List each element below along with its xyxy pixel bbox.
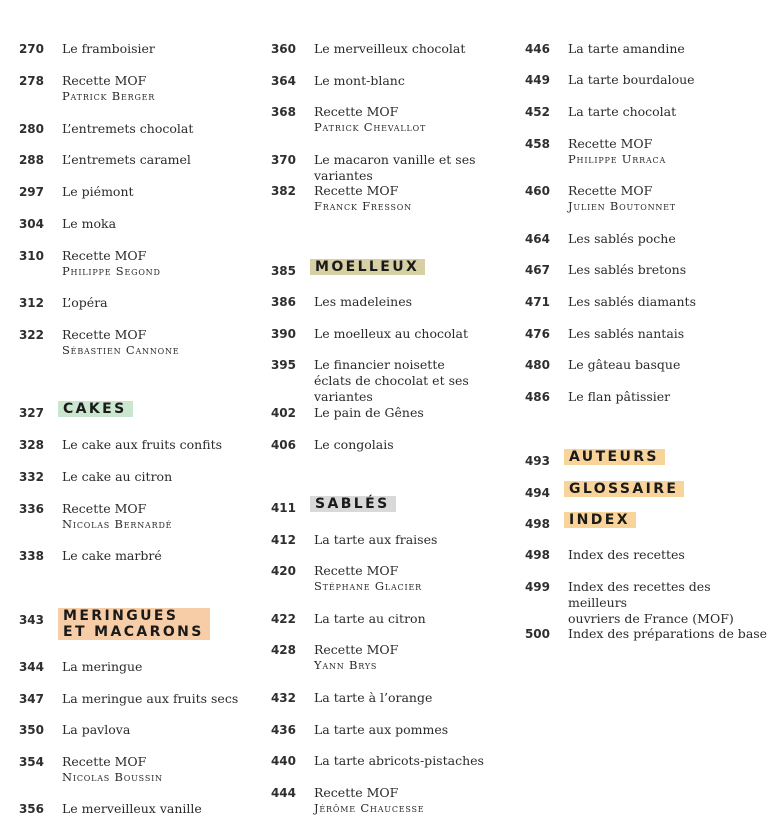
page-number: 278	[18, 74, 44, 88]
page-number: 467	[524, 263, 550, 277]
entry-title: Index des recettes	[568, 547, 685, 562]
page-number: 360	[270, 42, 296, 56]
entry-title: Le moka	[62, 216, 117, 231]
entry-title: La tarte bourdaloue	[568, 72, 695, 87]
page-number: 436	[270, 723, 296, 737]
entry-author: Stéphane Glacier	[314, 579, 422, 593]
page-number: 382	[270, 184, 296, 198]
entry-title: Les sablés poche	[568, 231, 676, 246]
page-number: 486	[524, 390, 550, 404]
entry-subtitle: ouvriers de France (MOF)	[568, 611, 734, 626]
page-number: 280	[18, 122, 44, 136]
entry-title: Recette MOF	[314, 183, 399, 198]
entry-title: La tarte au citron	[314, 611, 426, 626]
page-number: 471	[524, 295, 550, 309]
page-number: 344	[18, 660, 44, 674]
entry-title: Recette MOF	[62, 248, 147, 263]
page-number: 422	[270, 612, 296, 626]
entry-title: L’entremets chocolat	[62, 121, 194, 136]
entry-title: La meringue aux fruits secs	[62, 691, 239, 706]
page-number: 402	[270, 406, 296, 420]
entry-title: La tarte amandine	[568, 41, 685, 56]
section-label: SABLÉS	[310, 496, 396, 512]
page-number: 368	[270, 105, 296, 119]
section-label: INDEX	[564, 512, 636, 528]
entry-title: Index des préparations de base	[568, 626, 768, 641]
page-number: 354	[18, 755, 44, 769]
entry-title: Les sablés bretons	[568, 262, 687, 277]
entry-title: Les sablés nantais	[568, 326, 685, 341]
page-number: 499	[524, 580, 550, 594]
page-number: 343	[18, 613, 44, 627]
page-number: 327	[18, 406, 44, 420]
entry-title: La meringue	[62, 659, 143, 674]
entry-title: Le cake aux fruits confits	[62, 437, 223, 452]
entry-author: Nicolas Bernardé	[62, 517, 173, 531]
entry-title: La tarte à l’orange	[314, 690, 433, 705]
entry-title: Recette MOF	[62, 73, 147, 88]
page-number: 406	[270, 438, 296, 452]
entry-title: La tarte abricots-pistaches	[314, 753, 484, 768]
entry-title: Le flan pâtissier	[568, 389, 671, 404]
entry-title: La tarte chocolat	[568, 104, 677, 119]
entry-title: L’entremets caramel	[62, 152, 191, 167]
entry-title: Recette MOF	[314, 642, 399, 657]
entry-title: Le cake au citron	[62, 469, 173, 484]
page-number: 500	[524, 627, 550, 641]
page-number: 464	[524, 232, 550, 246]
entry-title: Le framboisier	[62, 41, 155, 56]
entry-title: Les madeleines	[314, 294, 413, 309]
entry-title: Les sablés diamants	[568, 294, 696, 309]
page-number: 458	[524, 137, 550, 151]
page-number: 356	[18, 802, 44, 816]
page-number: 385	[270, 264, 296, 278]
entry-author: Julien Boutonnet	[568, 199, 676, 213]
entry-title: Index des recettes des meilleurs	[568, 579, 711, 610]
page-number: 390	[270, 327, 296, 341]
page-number: 332	[18, 470, 44, 484]
page-number: 347	[18, 692, 44, 706]
entry-title: La pavlova	[62, 722, 131, 737]
section-label: MERINGUES ET MACARONS	[58, 608, 210, 640]
page-number: 270	[18, 42, 44, 56]
page-number: 476	[524, 327, 550, 341]
entry-title: La tarte aux pommes	[314, 722, 449, 737]
entry-author: Franck Fresson	[314, 199, 412, 213]
section-label: GLOSSAIRE	[564, 481, 684, 497]
section-label: MOELLEUX	[310, 259, 425, 275]
entry-title: Le moelleux au chocolat	[314, 326, 468, 341]
entry-author: Patrick Chevallot	[314, 120, 427, 134]
page-number: 350	[18, 723, 44, 737]
entry-title: Le gâteau basque	[568, 357, 681, 372]
page-number: 494	[524, 486, 550, 500]
page-number: 493	[524, 454, 550, 468]
page-number: 328	[18, 438, 44, 452]
page-number: 386	[270, 295, 296, 309]
page-number: 498	[524, 517, 550, 531]
entry-title: Le pain de Gênes	[314, 405, 424, 420]
entry-author: Yann Brys	[314, 658, 378, 672]
entry-title: Recette MOF	[568, 183, 653, 198]
entry-title: Recette MOF	[62, 501, 147, 516]
page-number: 446	[524, 42, 550, 56]
page-number: 304	[18, 217, 44, 231]
entry-title: Le macaron vanille et ses variantes	[314, 152, 476, 183]
page-number: 480	[524, 358, 550, 372]
page-number: 411	[270, 501, 296, 515]
page-number: 338	[18, 549, 44, 563]
entry-title: Le merveilleux vanille	[62, 801, 202, 816]
section-label: AUTEURS	[564, 449, 665, 465]
page-number: 395	[270, 358, 296, 372]
entry-title: Recette MOF	[314, 785, 399, 800]
entry-author: Patrick Berger	[62, 89, 156, 103]
page-number: 312	[18, 296, 44, 310]
entry-title: Le merveilleux chocolat	[314, 41, 466, 56]
page-number: 420	[270, 564, 296, 578]
section-label: CAKES	[58, 401, 133, 417]
entry-title: Recette MOF	[62, 754, 147, 769]
entry-author: Nicolas Boussin	[62, 770, 163, 784]
page-number: 444	[270, 786, 296, 800]
entry-author: Jérôme Chaucesse	[314, 801, 425, 815]
page-number: 322	[18, 328, 44, 342]
entry-title: Recette MOF	[314, 563, 399, 578]
page-number: 452	[524, 105, 550, 119]
entry-title: Le congolais	[314, 437, 394, 452]
page-number: 449	[524, 73, 550, 87]
entry-title: Le cake marbré	[62, 548, 162, 563]
page-number: 428	[270, 643, 296, 657]
page-number: 364	[270, 74, 296, 88]
page-number: 498	[524, 548, 550, 562]
entry-title: La tarte aux fraises	[314, 532, 438, 547]
entry-author: Philippe Urraca	[568, 152, 667, 166]
page-number: 336	[18, 502, 44, 516]
page-number: 440	[270, 754, 296, 768]
entry-subtitle: éclats de chocolat et ses variantes	[314, 373, 469, 404]
page-number: 310	[18, 249, 44, 263]
entry-title: L’opéra	[62, 295, 108, 310]
page-number: 432	[270, 691, 296, 705]
page-number: 370	[270, 153, 296, 167]
entry-title: Recette MOF	[568, 136, 653, 151]
entry-author: Philippe Segond	[62, 264, 161, 278]
entry-title: Le mont-blanc	[314, 73, 405, 88]
page-number: 412	[270, 533, 296, 547]
entry-title: Recette MOF	[62, 327, 147, 342]
page-number: 460	[524, 184, 550, 198]
page-number: 288	[18, 153, 44, 167]
page-number: 297	[18, 185, 44, 199]
entry-title: Recette MOF	[314, 104, 399, 119]
entry-title: Le piémont	[62, 184, 134, 199]
entry-title: Le financier noisette	[314, 357, 445, 372]
entry-author: Sébastien Cannone	[62, 343, 180, 357]
